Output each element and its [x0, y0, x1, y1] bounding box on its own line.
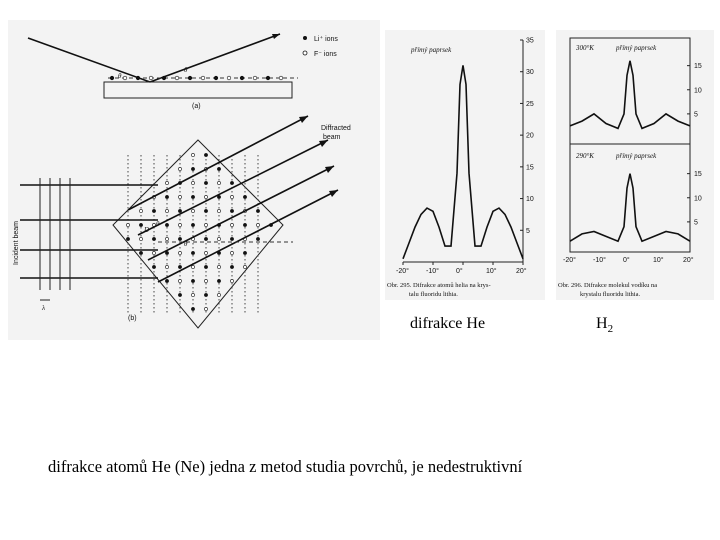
h2-bottom-temp: 290°K [576, 152, 594, 160]
main-description-text: difrakce atomů He (Ne) jedna z metod studia povrchů, je nedestruktivní [48, 457, 523, 476]
svg-text:beam: beam [323, 134, 341, 141]
lattice-ion [126, 223, 129, 226]
lattice-ion [204, 279, 207, 282]
lattice-ion [217, 265, 220, 268]
lattice-ion [191, 223, 194, 226]
lattice-ion [178, 209, 181, 212]
h2-print-caption-1: Obr. 296. Difrakce molekul vodíku na [558, 282, 658, 289]
he-x-tick-label: -10° [426, 268, 439, 275]
lattice-ion [204, 265, 207, 268]
lattice-ion [191, 265, 194, 268]
lattice-ion [204, 153, 207, 156]
lattice-ion [204, 209, 207, 212]
diffracted-beam-label: Diffracted [321, 125, 351, 132]
he-x-tick-label: 10° [486, 268, 497, 275]
lattice-ion [243, 195, 246, 198]
he-print-caption-1: Obr. 295. Difrakce atomů helia na krys- [387, 282, 491, 289]
svg-text:θ: θ [156, 220, 160, 228]
h2-bottom-legend: přímý paprsek [616, 152, 657, 160]
h2-x-tick-label: -20° [563, 257, 576, 264]
he-x-tick-label: 20° [516, 268, 527, 275]
incident-beam-label: Incident beam [13, 221, 20, 265]
f-ion [201, 76, 205, 80]
he-y-tick-label: 5 [526, 227, 530, 235]
lattice-ion [126, 237, 129, 240]
svg-text:θ: θ [184, 66, 188, 74]
f-ion [123, 76, 127, 80]
lattice-ion [139, 251, 142, 254]
lattice-ion [178, 237, 181, 240]
li-ion [136, 76, 140, 80]
he-y-tick-label: 25 [526, 100, 534, 108]
lattice-ion [139, 209, 142, 212]
li-ion [110, 76, 114, 80]
lattice-ion [165, 251, 168, 254]
lattice-ion [165, 237, 168, 240]
lattice-ion [217, 237, 220, 240]
lattice-ion [152, 237, 155, 240]
lattice-ion [256, 223, 259, 226]
lattice-ion [243, 251, 246, 254]
h2-x-tick-label: 20° [683, 257, 694, 264]
lattice-ion [243, 265, 246, 268]
lattice-ion [178, 167, 181, 170]
lattice-ion [204, 181, 207, 184]
lattice-ion [165, 223, 168, 226]
h2-y-tick-label: 5 [694, 219, 698, 227]
lattice-ion [191, 251, 194, 254]
lattice-ion [152, 265, 155, 268]
lattice-ion [165, 265, 168, 268]
h2-x-tick-label: 10° [653, 257, 664, 264]
legend-f-ions: F⁻ ions [314, 51, 337, 58]
lattice-ion [165, 195, 168, 198]
lattice-ion [178, 293, 181, 296]
f-ion [175, 76, 179, 80]
h2-top-temp: 300°K [576, 44, 594, 52]
lattice-ion [204, 251, 207, 254]
lattice-ion [139, 223, 142, 226]
lattice-ion [191, 167, 194, 170]
lattice-ion [178, 223, 181, 226]
he-y-tick-label: 20 [526, 132, 534, 140]
he-y-tick-label: 30 [526, 69, 534, 77]
lattice-ion [256, 209, 259, 212]
lattice-ion [230, 181, 233, 184]
caption-h2-main: H [596, 315, 608, 332]
lattice-ion [230, 279, 233, 282]
he-x-tick-label: -20° [396, 268, 409, 275]
caption-h2-sub: 2 [607, 323, 614, 336]
lattice-ion [204, 223, 207, 226]
wavelength-label: λ [42, 304, 46, 312]
li-ion [240, 76, 244, 80]
lattice-ion [178, 251, 181, 254]
lattice-ion [217, 181, 220, 184]
lattice-ion [204, 307, 207, 310]
lattice-ion [152, 209, 155, 212]
lattice-ion [139, 237, 142, 240]
lattice-ion [243, 223, 246, 226]
lattice-ion [191, 195, 194, 198]
li-ion [266, 76, 270, 80]
lattice-ion [152, 251, 155, 254]
lattice-ion [191, 153, 194, 156]
h2-y-tick-label: 10 [694, 195, 702, 203]
he-print-caption-2: talu fluoridu lithia. [409, 291, 458, 298]
f-ion [149, 76, 153, 80]
lattice-ion [191, 209, 194, 212]
lattice-ion [230, 237, 233, 240]
h2-x-tick-label: -10° [593, 257, 606, 264]
he-diffraction-chart [385, 30, 545, 300]
h2-top-legend: přímý paprsek [616, 44, 657, 52]
lattice-ion [217, 209, 220, 212]
lattice-ion [191, 293, 194, 296]
li-ion [188, 76, 192, 80]
lattice-ion [204, 293, 207, 296]
svg-text:D: D [144, 226, 150, 234]
he-x-tick-label: 0° [456, 268, 463, 275]
h2-y-tick-label: 15 [694, 63, 702, 71]
f-ion [227, 76, 231, 80]
lattice-ion [165, 209, 168, 212]
h2-diffraction-chart [556, 30, 714, 300]
lattice-ion [178, 195, 181, 198]
caption-h2 [596, 315, 613, 335]
lattice-ion [230, 223, 233, 226]
diffraction-schematic-figure [8, 20, 380, 340]
lattice-ion [230, 251, 233, 254]
lattice-ion [230, 265, 233, 268]
panel-b-label: (b) [128, 315, 137, 322]
lattice-ion [165, 279, 168, 282]
svg-text:θ: θ [184, 240, 188, 248]
h2-y-tick-label: 10 [694, 87, 702, 95]
f-ion [253, 76, 257, 80]
h2-y-tick-label: 15 [694, 171, 702, 179]
li-ion [214, 76, 218, 80]
lattice-ion [191, 307, 194, 310]
svg-text:θ: θ [118, 72, 122, 80]
lattice-ion [230, 209, 233, 212]
lattice-ion [230, 195, 233, 198]
caption-he-diffraction: difrakce He [410, 315, 486, 332]
lattice-ion [191, 279, 194, 282]
lattice-ion [178, 279, 181, 282]
lattice-ion [178, 265, 181, 268]
h2-print-caption-2: krystalu fluoridu lithia. [580, 291, 641, 298]
li-ion [162, 76, 166, 80]
he-y-tick-label: 15 [526, 164, 534, 172]
he-legend-label: přímý paprsek [411, 46, 452, 54]
he-y-tick-label: 35 [526, 37, 534, 45]
lattice-ion [217, 293, 220, 296]
lattice-ion [191, 181, 194, 184]
lattice-ion [204, 237, 207, 240]
he-y-tick-label: 10 [526, 196, 534, 204]
lattice-ion [217, 167, 220, 170]
lattice-ion [204, 195, 207, 198]
legend-li-ions: Li⁺ ions [314, 36, 338, 43]
h2-x-tick-label: 0° [623, 257, 630, 264]
f-ion [279, 76, 283, 80]
panel-a-label: (a) [192, 103, 201, 110]
lattice-ion [256, 237, 259, 240]
lattice-ion [165, 181, 168, 184]
h2-y-tick-label: 5 [694, 111, 698, 119]
lattice-ion [217, 279, 220, 282]
